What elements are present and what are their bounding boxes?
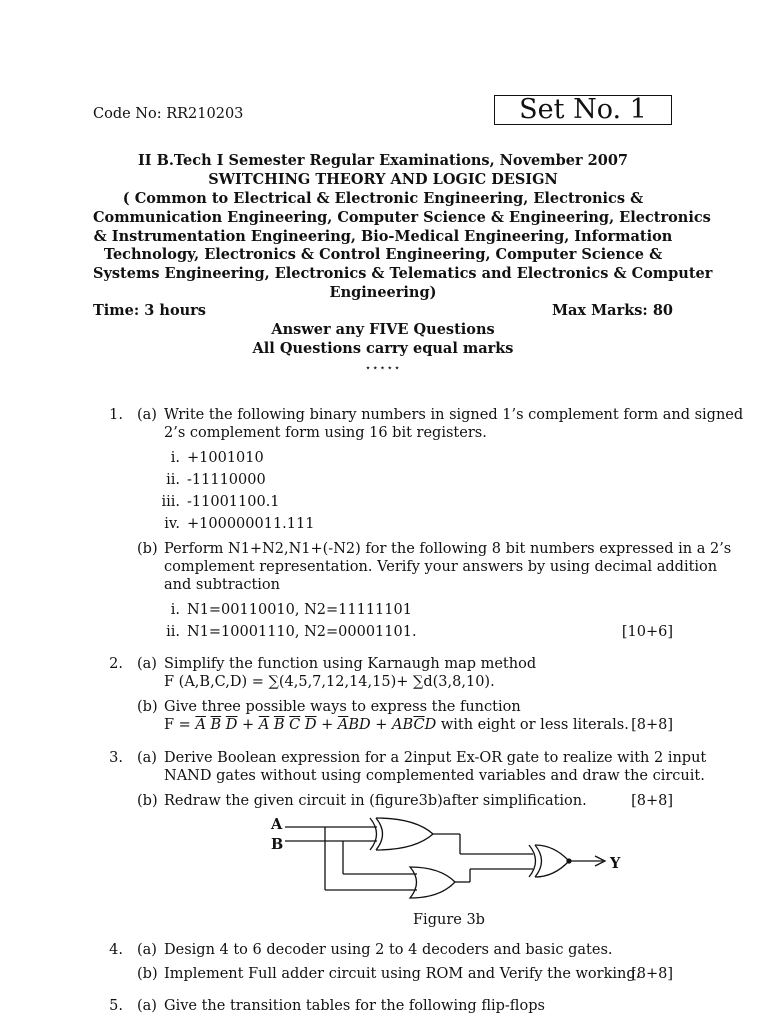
q1b-text-3: and subtraction [164,577,280,593]
q1b-label: (b) [137,541,158,557]
q3a-text-2: NAND gates without using complemented variables and draw the circuit. [164,768,705,784]
xor1-body [376,818,433,850]
q5-number: 5. [109,998,123,1014]
stars-divider: ⋆⋆⋆⋆⋆ [364,363,402,374]
q2b-function: $F = \overline{A}$ $\overline{B}$ $\overline{D} + \overline{A}$ $\overline{B}$ $\overline{C}$ $\overline{D} + \overline{A}BD + AB\overline{C}D$ with eight or less literals. [164,717,629,733]
q1b-item-num: i. [170,602,180,618]
q4-number: 4. [109,942,123,958]
common-line-6: Engineering) [329,284,437,301]
q4b-label: (b) [137,966,158,982]
q2b-f-tail: with eight or less literals. [440,717,629,733]
q3b-label: (b) [137,793,158,809]
q1a-item-value: -11110000 [187,472,266,488]
q1b-item-value: N1=00110010, N2=11111101 [187,602,412,618]
q2b-f-prefix: F = [164,717,196,733]
time-label: Time: 3 hours [93,302,206,319]
q5a-label: (a) [137,998,157,1014]
xor2-body [535,845,569,877]
q1b-item-num: ii. [166,624,180,640]
common-line-4: Technology, Electronics & Control Engineering, Computer Science & [103,246,663,263]
q5a-text: Give the transition tables for the following flip-flops [164,998,545,1014]
q2a-text-1: Simplify the function using Karnaugh map method [164,656,537,672]
q4a-text: Design 4 to 6 decoder using 2 to 4 decoders and basic gates. [164,942,613,958]
max-marks: Max Marks: 80 [551,302,673,319]
or-gate-body [410,867,455,898]
q4b-text: Implement Full adder circuit using ROM and Verify the working. [164,966,641,982]
q1b-item-value: N1=10001110, N2=00001101. [187,624,417,640]
q1a-item-value: +100000011.111 [187,516,315,532]
q1a-item-num: i. [170,450,180,466]
q2b-label: (b) [137,699,158,715]
q3b-text-1: Redraw the given circuit in (figure3b)after simplification. [164,793,587,809]
figure-3b-circuit [265,812,635,902]
instruction-1: Answer any FIVE Questions [271,321,495,338]
common-line-1: ( Common to Electrical & Electronic Engineering, Electronics & [122,190,644,207]
q1a-label: (a) [137,407,157,423]
q4a-label: (a) [137,942,157,958]
q2a-label: (a) [137,656,157,672]
q1a-item-num: iii. [161,494,180,510]
code-number: Code No: RR210203 [93,106,244,122]
q3-marks: [8+8] [631,793,673,809]
figure-label-y: Y [610,855,621,872]
q1-number: 1. [109,407,123,423]
q2-number: 2. [109,656,123,672]
common-line-5: Systems Engineering, Electronics & Telematics and Electronics & Computer [93,265,713,282]
q1-marks: [10+6] [621,624,673,640]
q4-marks: [8+8] [631,966,673,982]
set-number-box: Set No. 1 [494,95,672,125]
q1a-item-value: -11001100.1 [187,494,280,510]
xor2-back-curve [529,845,536,877]
common-line-3: & Instrumentation Engineering, Bio-Medical Engineering, Information [93,228,673,245]
subject-title: SWITCHING THEORY AND LOGIC DESIGN [208,171,558,188]
xor1-back-curve [370,818,377,850]
q3-number: 3. [109,750,123,766]
q1b-text-1: Perform N1+N2,N1+(-N2) for the following 8 bit numbers expressed in a 2’s [164,541,732,557]
q1a-text-1: Write the following binary numbers in signed 1’s complement form and signed [164,407,744,423]
figure-label-b: B [271,836,284,853]
q2a-text-2: F (A,B,C,D) = ∑(4,5,7,12,14,15)+ ∑d(3,8,10). [164,674,495,690]
exam-title: II B.Tech I Semester Regular Examinations, November 2007 [138,152,628,169]
q3a-label: (a) [137,750,157,766]
common-line-2: Communication Engineering, Computer Science & Engineering, Electronics [93,209,711,226]
q1a-item-num: ii. [166,472,180,488]
q1a-text-2: 2’s complement form using 16 bit registers. [164,425,487,441]
q2-marks: [8+8] [631,717,673,733]
instruction-2: All Questions carry equal marks [252,340,514,357]
q3a-text-1: Derive Boolean expression for a 2input Ex-OR gate to realize with 2 input [164,750,707,766]
figure-label-a: A [271,816,283,833]
q1a-item-num: iv. [164,516,180,532]
q1a-item-value: +1001010 [187,450,264,466]
q2b-text-1: Give three possible ways to express the function [164,699,521,715]
output-node-dot [566,858,571,863]
figure-caption: Figure 3b [413,912,485,928]
q1b-text-2: complement representation. Verify your answers by using decimal addition [164,559,718,575]
